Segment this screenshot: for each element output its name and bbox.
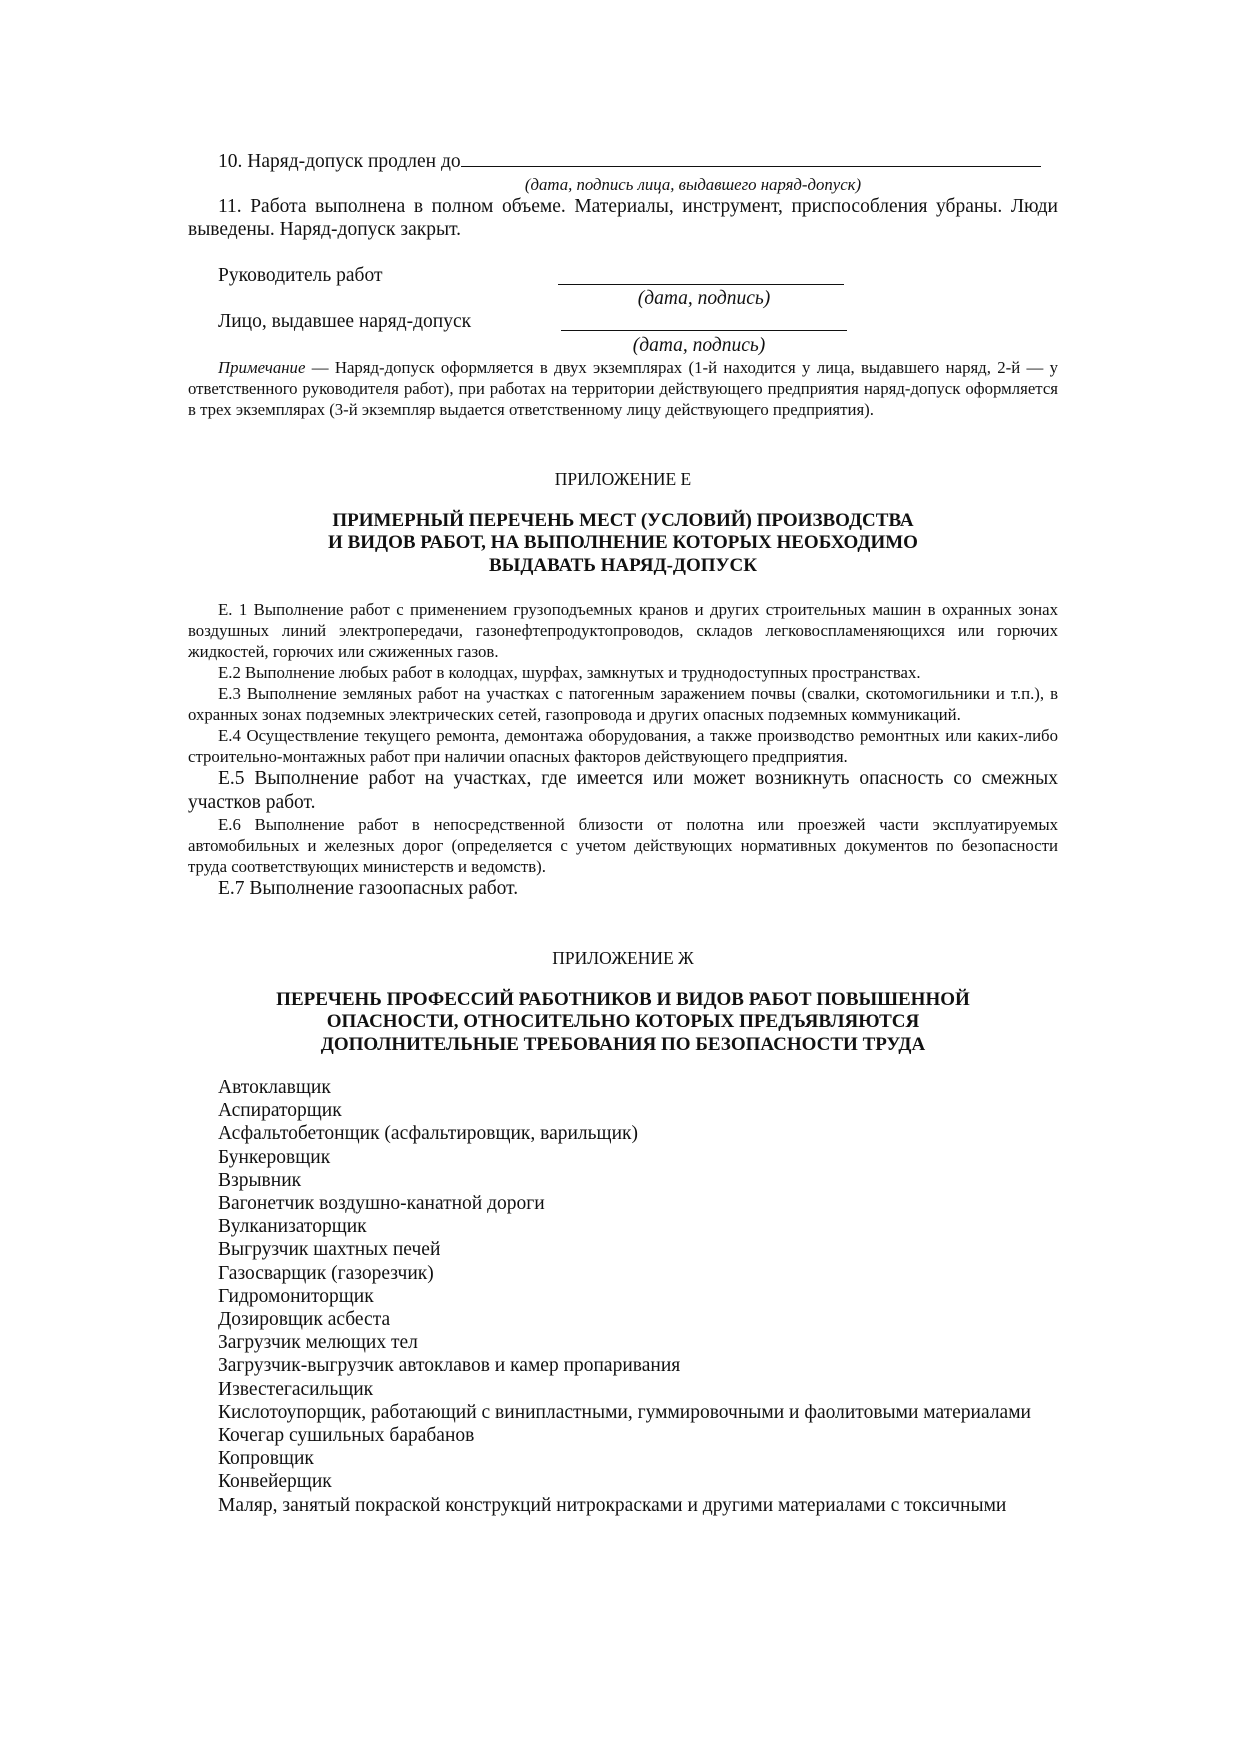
note-text: — Наряд-допуск оформляется в двух экземплярах (1-й находится у лица, выдавшего наряд, 2-й — у ответственного руководителя работ), при работах на территории действующего предприятия наряд-допуск оформляется в трех экземплярах (3-й экземпляр выдается ответственному лицу действующего предприятия). xyxy=(188,357,1058,419)
profession-item: Загрузчик мелющих тел xyxy=(218,1332,418,1354)
item-11: 11. Работа выполнена в полном объеме. Материалы, инструмент, приспособления убраны. Люди выведены. Наряд-допуск закрыт. xyxy=(188,195,1058,240)
item-10-fill-line xyxy=(461,148,1041,167)
profession-item: Загрузчик-выгрузчик автоклавов и камер пропаривания xyxy=(218,1355,681,1377)
item-10-label: 10. Наряд-допуск продлен до xyxy=(218,151,461,172)
note-paragraph xyxy=(188,357,1058,420)
manager-signature-row xyxy=(188,264,1058,288)
item-10-caption: (дата, подпись лица, выдавшего наряд-допуск) xyxy=(524,174,862,194)
profession-item: Копровщик xyxy=(218,1448,314,1470)
profession-item: Вагонетчик воздушно-канатной дороги xyxy=(218,1193,545,1215)
appendix-e-title-line: И ВИДОВ РАБОТ, НА ВЫПОЛНЕНИЕ КОТОРЫХ НЕОБХОДИМО xyxy=(328,532,918,553)
profession-item: Известегасильщик xyxy=(218,1378,374,1400)
profession-item: Кочегар сушильных барабанов xyxy=(218,1425,475,1447)
profession-item: Дозировщик асбеста xyxy=(218,1309,391,1331)
spacer xyxy=(188,420,1058,468)
profession-item: Гидромониторщик xyxy=(218,1285,374,1307)
profession-item: Кислотоупорщик, работающий с винипластными, гуммировочными и фаолитовыми материалами xyxy=(218,1401,1031,1423)
profession-item: Асфальтобетонщик (асфальтировщик, варильщик) xyxy=(218,1123,638,1145)
appendix-zh-title-line: ОПАСНОСТИ, ОТНОСИТЕЛЬНО КОТОРЫХ ПРЕДЪЯВЛЯЮТСЯ xyxy=(326,1011,920,1032)
profession-item: Автоклавщик xyxy=(218,1077,331,1098)
profession-item: Газосварщик (газорезчик) xyxy=(218,1262,434,1284)
appendix-e-item: Е.4 Осуществление текущего ремонта, демонтажа оборудования, а также производство ремонтных или каких-либо строительно-монтажных работ при наличии опасных факторов действующего предприятия. xyxy=(188,726,1058,766)
appendix-e-title-line: ВЫДАВАТЬ НАРЯД-ДОПУСК xyxy=(489,554,757,576)
manager-signature-line xyxy=(558,264,844,285)
appendix-e-item: Е.3 Выполнение земляных работ на участках с патогенным заражением почвы (свалки, скотомогильники и т.п.), в охранных зонах подземных электрических сетей, газопровода и других опасных подземных коммуникаций. xyxy=(188,684,1058,724)
profession-item: Выгрузчик шахтных печей xyxy=(218,1239,441,1261)
manager-caption-row xyxy=(188,287,1058,310)
spacer xyxy=(188,1056,1058,1076)
appendix-zh-title xyxy=(188,989,1058,1057)
appendix-e-item: Е.7 Выполнение газоопасных работ. xyxy=(218,878,519,899)
appendix-e-items xyxy=(188,599,1058,901)
appendix-e-title xyxy=(188,510,1058,578)
spacer xyxy=(188,901,1058,947)
appendix-zh-label: ПРИЛОЖЕНИЕ Ж xyxy=(552,947,694,968)
profession-item: Взрывник xyxy=(218,1169,302,1191)
spacer xyxy=(188,242,1058,264)
manager-caption: (дата, подпись) xyxy=(637,288,771,309)
issuer-signature-row xyxy=(188,310,1058,334)
document-page xyxy=(188,148,1058,1517)
profession-item: Бункеровщик xyxy=(218,1146,331,1168)
issuer-caption-row xyxy=(188,334,1058,357)
manager-label: Руководитель работ xyxy=(218,264,383,286)
item-10-caption-row xyxy=(188,174,1058,195)
appendix-e-item: Е.2 Выполнение любых работ в колодцах, шурфах, замкнутых и труднодоступных пространствах. xyxy=(218,663,921,682)
issuer-caption: (дата, подпись) xyxy=(632,334,766,356)
item-10 xyxy=(188,148,1058,174)
spacer xyxy=(188,490,1058,510)
appendix-e-item: Е.6 Выполнение работ в непосредственной близости от полотна или проезжей части эксплуатируемых автомобильных и железных дорог (определяется с учетом действующих нормативных документов по безопасности труда соответствующих министерств и ведомств). xyxy=(188,815,1058,876)
profession-list xyxy=(188,1076,1058,1517)
profession-item: Вулканизаторщик xyxy=(218,1216,367,1238)
profession-item: Аспираторщик xyxy=(218,1100,342,1122)
appendix-e-title-line: ПРИМЕРНЫЙ ПЕРЕЧЕНЬ МЕСТ (УСЛОВИЙ) ПРОИЗВОДСТВА xyxy=(332,509,914,531)
spacer xyxy=(188,969,1058,989)
profession-item: Маляр, занятый покраской конструкций нитрокрасками и другими материалами с токсичными xyxy=(218,1494,1007,1516)
spacer xyxy=(188,577,1058,599)
appendix-e-item: Е.5 Выполнение работ на участках, где имеется или может возникнуть опасность со смежных участков работ. xyxy=(188,768,1058,813)
profession-item: Конвейерщик xyxy=(218,1471,332,1493)
appendix-e-item: Е. 1 Выполнение работ с применением грузоподъемных кранов и других строительных машин в охранных зонах воздушных линий электропередачи, газонефтепродуктопроводов, складов легковоспламеняющихся или горючих жидкостей, горючих или сжиженных газов. xyxy=(188,600,1058,661)
appendix-zh-title-line: ПЕРЕЧЕНЬ ПРОФЕССИЙ РАБОТНИКОВ И ВИДОВ РАБОТ ПОВЫШЕННОЙ xyxy=(276,988,970,1010)
note-label: Примечание xyxy=(218,357,306,377)
issuer-signature-line xyxy=(561,310,847,331)
issuer-label: Лицо, выдавшее наряд-допуск xyxy=(218,311,472,332)
appendix-e-label: ПРИЛОЖЕНИЕ Е xyxy=(554,468,692,489)
appendix-zh-title-line: ДОПОЛНИТЕЛЬНЫЕ ТРЕБОВАНИЯ ПО БЕЗОПАСНОСТИ ТРУДА xyxy=(320,1033,926,1055)
